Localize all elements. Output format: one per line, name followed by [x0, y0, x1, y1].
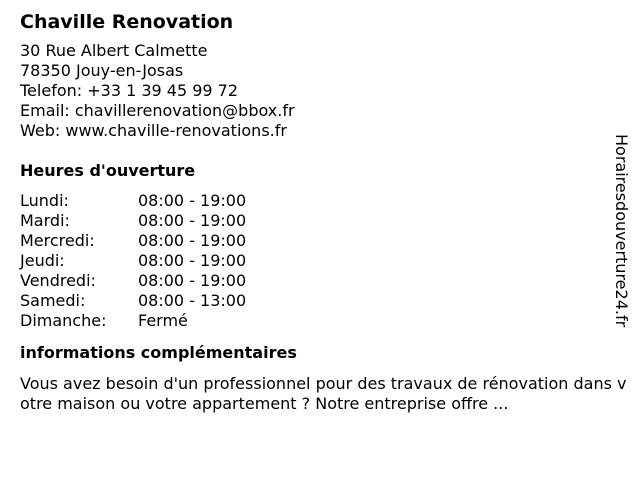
email-address: Email: chavillerenovation@bbox.fr — [20, 101, 295, 120]
time-range: 08:00 - 13:00 — [138, 291, 247, 310]
time-range: 08:00 - 19:00 — [138, 211, 247, 230]
address-city: 78350 Jouy-en-Josas — [20, 61, 184, 80]
hours-row — [20, 271, 610, 291]
hours-row — [20, 291, 610, 311]
address-street: 30 Rue Albert Calmette — [20, 41, 208, 60]
time-range: 08:00 - 19:00 — [138, 231, 247, 250]
additional-info-heading: informations complémentaires — [20, 343, 297, 362]
day-label: Dimanche: — [20, 311, 107, 330]
hours-row — [20, 211, 610, 231]
day-label: Samedi: — [20, 291, 86, 310]
hours-row — [20, 191, 610, 211]
day-label: Vendredi: — [20, 271, 96, 290]
time-range: 08:00 - 19:00 — [138, 251, 247, 270]
website-address: Web: www.chaville-renovations.fr — [20, 121, 287, 140]
day-label: Mardi: — [20, 211, 70, 230]
additional-info-text: Vous avez besoin d'un professionnel pour des travaux de rénovation dans votre maison ou votre appartement ? Notre entreprise offre ... — [20, 374, 627, 413]
time-range: 08:00 - 19:00 — [138, 271, 247, 290]
hours-row — [20, 231, 610, 251]
site-watermark: Horairesdouverture24.fr — [612, 134, 631, 328]
business-name: Chaville Renovation — [20, 11, 234, 33]
opening-hours-heading: Heures d'ouverture — [20, 161, 196, 180]
time-range: 08:00 - 19:00 — [138, 191, 247, 210]
day-label: Lundi: — [20, 191, 69, 210]
opening-hours-table — [20, 191, 610, 331]
day-label: Mercredi: — [20, 231, 95, 250]
time-range: Fermé — [138, 311, 188, 330]
hours-row — [20, 251, 610, 271]
day-label: Jeudi: — [20, 251, 65, 270]
hours-row — [20, 311, 610, 331]
phone-number: Telefon: +33 1 39 45 99 72 — [20, 81, 239, 100]
